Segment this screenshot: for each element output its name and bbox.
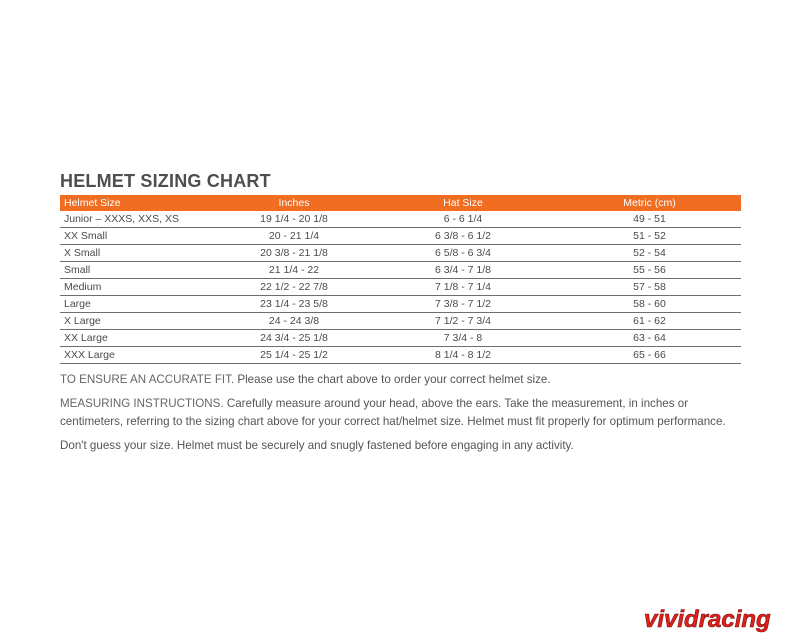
helmet-size-cell: X Large <box>60 313 220 330</box>
inches-cell: 19 1/4 - 20 1/8 <box>220 211 368 228</box>
metric-cell: 52 - 54 <box>558 245 741 262</box>
inches-cell: 21 1/4 - 22 <box>220 262 368 279</box>
helmet-size-cell: Junior – XXXS, XXS, XS <box>60 211 220 228</box>
vividracing-watermark <box>640 600 800 640</box>
hat-size-cell: 6 3/4 - 7 1/8 <box>368 262 558 279</box>
table-row <box>60 262 741 279</box>
watermark-text: vividracing <box>644 606 771 633</box>
table-row <box>60 330 741 347</box>
column-header-inches: Inches <box>220 195 368 211</box>
table-row <box>60 279 741 296</box>
inches-cell: 20 - 21 1/4 <box>220 228 368 245</box>
table-row <box>60 296 741 313</box>
metric-cell: 61 - 62 <box>558 313 741 330</box>
hat-size-cell: 7 3/4 - 8 <box>368 330 558 347</box>
hat-size-cell: 6 3/8 - 6 1/2 <box>368 228 558 245</box>
metric-cell: 65 - 66 <box>558 347 741 364</box>
inches-cell: 23 1/4 - 23 5/8 <box>220 296 368 313</box>
metric-cell: 58 - 60 <box>558 296 741 313</box>
metric-cell: 51 - 52 <box>558 228 741 245</box>
fit-text: Please use the chart above to order your correct helmet size. <box>234 373 551 386</box>
hat-size-cell: 7 1/8 - 7 1/4 <box>368 279 558 296</box>
inches-cell: 25 1/4 - 25 1/2 <box>220 347 368 364</box>
metric-cell: 55 - 56 <box>558 262 741 279</box>
guess-paragraph: Don't guess your size. Helmet must be securely and snugly fastened before engaging in any activity. <box>60 439 574 452</box>
metric-cell: 57 - 58 <box>558 279 741 296</box>
inches-cell: 24 - 24 3/8 <box>220 313 368 330</box>
sizing-table <box>60 195 741 364</box>
table-row <box>60 245 741 262</box>
vividracing-logo-icon <box>640 600 800 640</box>
measuring-text: Carefully measure around your head, above the ears. Take the measurement, in inches or centimeters, referring to the sizing chart above for your correct hat/helmet size. Helmet must fit properly for optimum performance. <box>60 397 726 428</box>
hat-size-cell: 7 1/2 - 7 3/4 <box>368 313 558 330</box>
hat-size-cell: 6 - 6 1/4 <box>368 211 558 228</box>
helmet-size-cell: Large <box>60 296 220 313</box>
measuring-lead: MEASURING INSTRUCTIONS. <box>60 397 224 410</box>
column-header-metric: Metric (cm) <box>558 195 741 211</box>
page-title: HELMET SIZING CHART <box>60 171 271 191</box>
table-row <box>60 211 741 228</box>
helmet-size-cell: Medium <box>60 279 220 296</box>
inches-cell: 24 3/4 - 25 1/8 <box>220 330 368 347</box>
column-header-helmet-size: Helmet Size <box>60 195 220 211</box>
fit-lead: TO ENSURE AN ACCURATE FIT. <box>60 373 235 386</box>
metric-cell: 49 - 51 <box>558 211 741 228</box>
helmet-size-cell: XX Small <box>60 228 220 245</box>
table-row <box>60 313 741 330</box>
helmet-size-cell: XX Large <box>60 330 220 347</box>
table-row <box>60 228 741 245</box>
helmet-size-cell: X Small <box>60 245 220 262</box>
fit-notes <box>60 371 740 461</box>
inches-cell: 20 3/8 - 21 1/8 <box>220 245 368 262</box>
column-header-hat-size: Hat Size <box>368 195 558 211</box>
table-header-row <box>60 195 741 211</box>
inches-cell: 22 1/2 - 22 7/8 <box>220 279 368 296</box>
metric-cell: 63 - 64 <box>558 330 741 347</box>
helmet-size-cell: Small <box>60 262 220 279</box>
hat-size-cell: 6 5/8 - 6 3/4 <box>368 245 558 262</box>
table-row <box>60 347 741 364</box>
measuring-paragraph <box>60 395 740 431</box>
hat-size-cell: 7 3/8 - 7 1/2 <box>368 296 558 313</box>
helmet-size-cell: XXX Large <box>60 347 220 364</box>
fit-paragraph <box>60 371 740 389</box>
hat-size-cell: 8 1/4 - 8 1/2 <box>368 347 558 364</box>
